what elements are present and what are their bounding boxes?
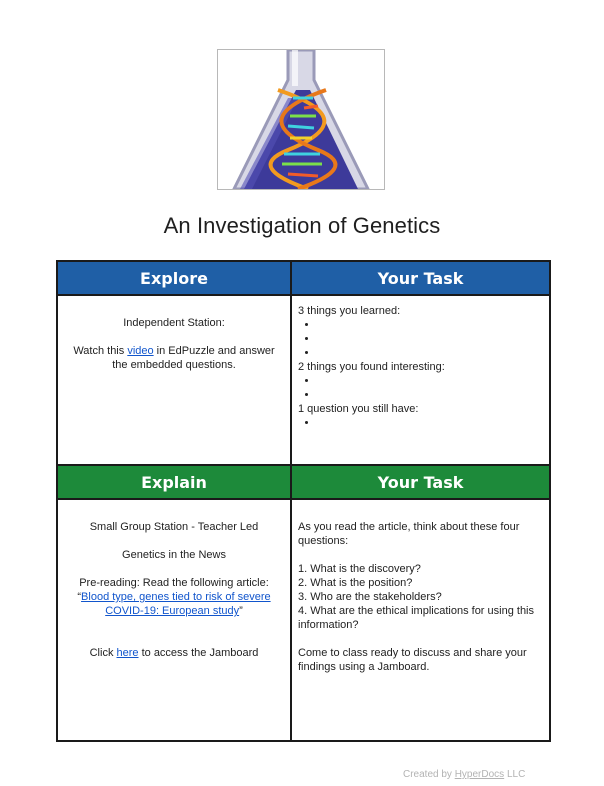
explain-task-cell bbox=[291, 499, 550, 741]
footer-credit: Created by HyperDocs LLC bbox=[403, 769, 526, 780]
question-3: 3. Who are the stakeholders? bbox=[298, 591, 442, 603]
question-prompt: 1 question you still have: bbox=[298, 403, 419, 415]
question-4: 4. What are the ethical implications for using this information? bbox=[298, 605, 535, 631]
prereading-text: Pre-reading: Read the following article: bbox=[79, 577, 269, 589]
hyperdoc-table bbox=[56, 260, 551, 742]
dna-flask-icon bbox=[218, 50, 384, 189]
hyperdocs-link[interactable]: HyperDocs bbox=[454, 769, 505, 780]
explain-station-label: Small Group Station - Teacher Led bbox=[89, 521, 259, 533]
dna-flask-image bbox=[217, 49, 385, 190]
list-item bbox=[318, 332, 543, 346]
explore-header: Explore bbox=[57, 261, 291, 295]
explore-task-header: Your Task bbox=[291, 261, 550, 295]
list-item bbox=[318, 318, 543, 332]
question-list bbox=[298, 416, 543, 430]
interesting-prompt: 2 things you found interesting: bbox=[298, 361, 445, 373]
video-link[interactable]: video bbox=[127, 345, 154, 357]
jamboard-link[interactable]: here bbox=[116, 647, 139, 659]
task-closing: Come to class ready to discuss and share your findings using a Jamboard. bbox=[298, 647, 527, 673]
question-1: 1. What is the discovery? bbox=[298, 563, 421, 575]
explore-station-label: Independent Station: bbox=[123, 317, 225, 329]
list-item bbox=[318, 374, 543, 388]
list-item bbox=[318, 416, 543, 430]
explain-subtitle: Genetics in the News bbox=[122, 549, 226, 561]
explore-cell bbox=[57, 295, 291, 465]
explore-task-cell bbox=[291, 295, 550, 465]
question-2: 2. What is the position? bbox=[298, 577, 413, 589]
explain-task-header: Your Task bbox=[291, 465, 550, 499]
article-link[interactable]: Blood type, genes tied to risk of severe COVID-19: European study bbox=[81, 591, 271, 617]
jamboard-line: Click here to access the Jamboard bbox=[89, 647, 259, 659]
explore-instructions: Watch this video in EdPuzzle and answer the embedded questions. bbox=[73, 345, 275, 371]
task-intro: As you read the article, think about these four questions: bbox=[298, 521, 520, 547]
learned-list bbox=[298, 318, 543, 360]
explain-cell bbox=[57, 499, 291, 741]
list-item bbox=[318, 388, 543, 402]
learned-prompt: 3 things you learned: bbox=[298, 305, 401, 317]
list-item bbox=[318, 346, 543, 360]
page-title: An Investigation of Genetics bbox=[163, 213, 441, 238]
interesting-list bbox=[298, 374, 543, 402]
explain-header: Explain bbox=[57, 465, 291, 499]
article-line: “Blood type, genes tied to risk of severe COVID-19: European study” bbox=[77, 591, 271, 617]
